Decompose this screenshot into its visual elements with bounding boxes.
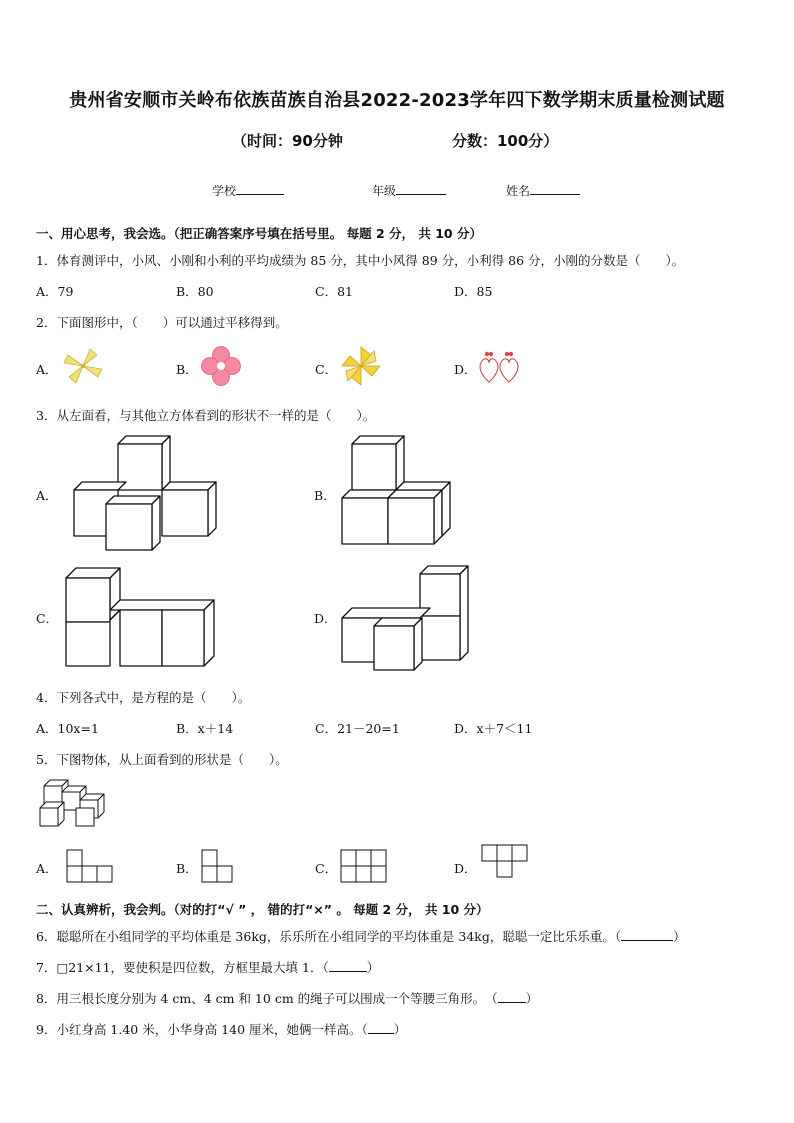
section1-title: 一、用心思考，我会选。（把正确答案序号填在括号里。 每题 2 分， 共 10 分）: [36, 226, 482, 241]
question-8: [36, 989, 538, 1007]
grade-blank[interactable]: [396, 194, 446, 195]
top-view-d: [480, 843, 532, 879]
q4-option-d[interactable]: D．x＋7＜11: [454, 721, 533, 736]
question-9: [36, 1020, 406, 1038]
page-title: 贵州省安顺市关岭布依族苗族自治县2022-2023学年四下数学期末质量检测试题: [69, 90, 725, 111]
q8-text: 8．用三根长度分别为 4 cm、4 cm 和 10 cm 的绳子可以围成一个等腰三角形。 （: [36, 991, 498, 1006]
stacked-cubes-figure: [38, 778, 110, 830]
q9-text: 9．小红身高 1.40 米，小华身高 140 厘米，她俩一样高。（: [36, 1022, 368, 1037]
q9-close: ）: [393, 1022, 407, 1037]
q4-option-b[interactable]: B．x＋14: [176, 721, 234, 736]
q2-option-a[interactable]: A．: [36, 362, 58, 377]
cube-figure-a: [70, 432, 220, 552]
question-2: 2．下面图形中，（ ）可以通过平移得到。: [36, 315, 288, 330]
name-field: [506, 182, 580, 199]
q4-option-a[interactable]: A．10x=1: [36, 721, 99, 736]
star-pinwheel-icon: [338, 345, 384, 387]
q2-option-d[interactable]: D．: [454, 362, 477, 377]
grade-label: 年级: [372, 184, 397, 198]
cube-figure-c: [62, 564, 220, 668]
q9-answer-blank[interactable]: [368, 1033, 394, 1034]
question-4: 4．下列各式中，是方程的是（ ）。: [36, 690, 251, 705]
section2-title: 二、认真辨析，我会判。（对的打“√ ” ， 错的打“×” 。 每题 2 分， 共 10 分）: [36, 902, 489, 917]
q5-option-a[interactable]: A．: [36, 861, 58, 876]
question-6: [36, 927, 686, 945]
question-1: 1．体育测评中，小风、小刚和小利的平均成绩为 85 分，其中小风得 89 分，小利得 86 分，小刚的分数是（ ）。: [36, 253, 685, 268]
q6-answer-blank[interactable]: [621, 940, 673, 941]
q5-option-d[interactable]: D．: [454, 861, 477, 876]
score-label: 分数：100分）: [452, 132, 559, 150]
q3-option-c[interactable]: C．: [36, 611, 59, 626]
q7-answer-blank[interactable]: [329, 971, 367, 972]
cube-figure-b: [338, 432, 458, 550]
q8-close: ）: [525, 991, 539, 1006]
cube-figure-d: [338, 560, 474, 674]
q2-option-b[interactable]: B．: [176, 362, 198, 377]
flower-icon: [199, 345, 243, 387]
q4-option-c[interactable]: C．21－20=1: [315, 721, 400, 736]
q5-option-c[interactable]: C．: [315, 861, 338, 876]
q1-option-b[interactable]: B．80: [176, 284, 214, 299]
q1-option-d[interactable]: D．85: [454, 284, 493, 299]
q6-text: 6．聪聪所在小组同学的平均体重是 36kg，乐乐所在小组同学的平均体重是 34kg，聪聪一定比乐乐重。（: [36, 929, 622, 944]
pinwheel-icon: [60, 345, 106, 387]
q2-option-c[interactable]: C．: [315, 362, 338, 377]
q1-option-a[interactable]: A．79: [36, 284, 74, 299]
q8-answer-blank[interactable]: [498, 1002, 526, 1003]
school-label: 学校: [212, 184, 237, 198]
question-3: 3．从左面看，与其他立方体看到的形状不一样的是（ ）。: [36, 408, 376, 423]
q1-option-c[interactable]: C．81: [315, 284, 353, 299]
question-5: 5．下图物体，从上面看到的形状是（ ）。: [36, 752, 288, 767]
q5-option-b[interactable]: B．: [176, 861, 198, 876]
name-blank[interactable]: [530, 194, 580, 195]
q7-text: 7．□21×11，要使积是四位数，方框里最大填 1．（: [36, 960, 329, 975]
q6-close: ）: [673, 929, 686, 944]
q3-option-a[interactable]: A．: [36, 488, 58, 503]
top-view-a: [65, 848, 115, 884]
grade-field: [372, 182, 446, 199]
question-7: [36, 958, 379, 976]
q3-option-d[interactable]: D．: [314, 611, 337, 626]
school-blank[interactable]: [236, 194, 284, 195]
hearts-icon: [476, 346, 524, 386]
q3-option-b[interactable]: B．: [314, 488, 336, 503]
top-view-b: [200, 848, 236, 884]
time-label: （时间：90分钟: [232, 132, 343, 150]
q7-close: ）: [366, 960, 380, 975]
school-field: [212, 182, 284, 199]
top-view-c: [339, 848, 391, 884]
name-label: 姓名: [506, 184, 531, 198]
